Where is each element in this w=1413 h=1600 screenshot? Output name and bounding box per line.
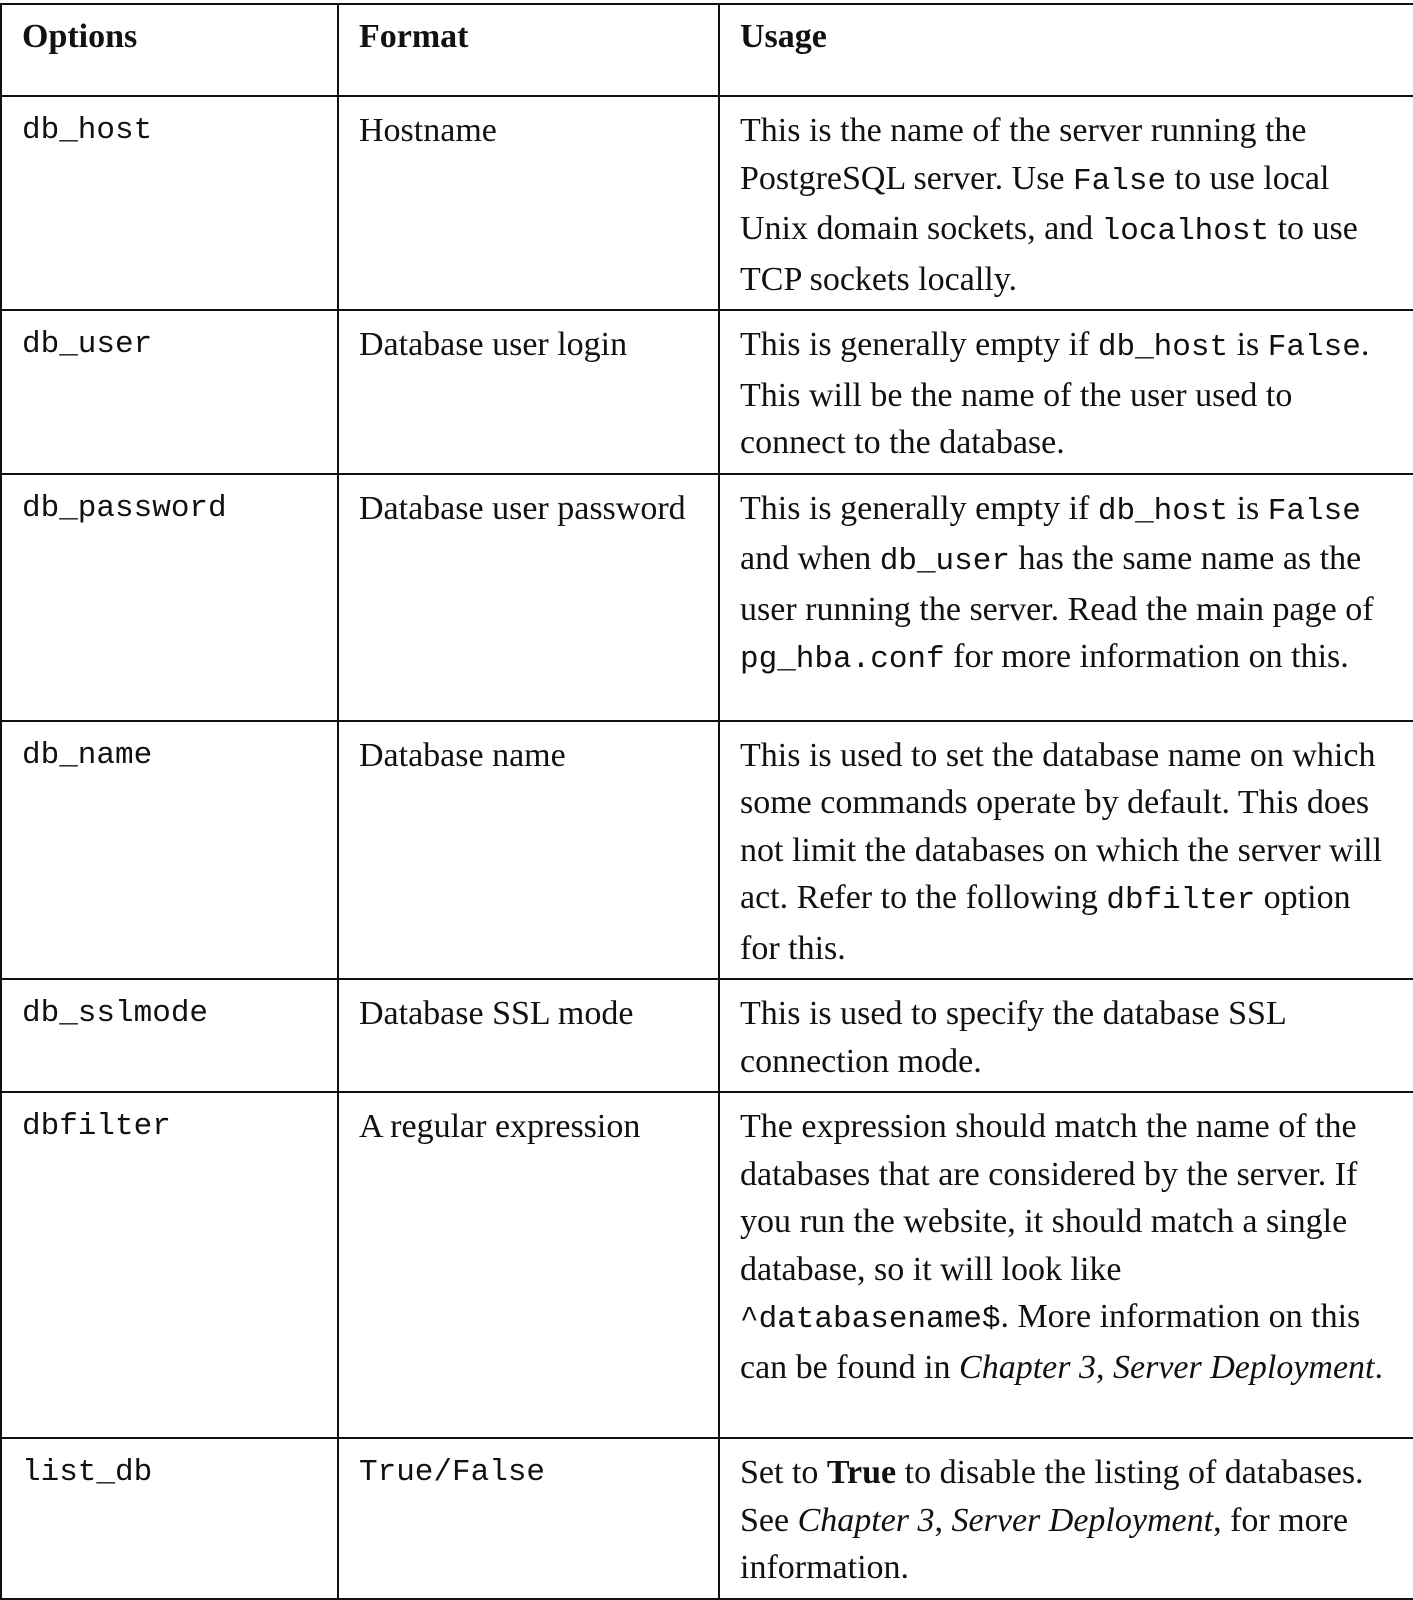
inline-code: db_host [1097,493,1229,529]
usage-cell [719,1092,1413,1438]
table-row [1,96,1413,310]
option-cell: list_db [1,1438,338,1599]
option-cell: db_sslmode [1,979,338,1092]
usage-cell [719,310,1413,474]
usage-text: This is used to specify the database SSL connection mode. [740,995,1286,1080]
usage-cell [719,474,1413,721]
inline-emphasis: Server Deployment [951,1501,1214,1539]
format-cell: Database user password [338,474,719,721]
usage-cell [719,1438,1413,1599]
table-row [1,721,1413,980]
inline-code: localhost [1101,214,1270,249]
format-cell: Database user login [338,310,719,474]
usage-text: This is the name of the server running the PostgreSQL server. Use [740,112,1307,197]
table-header-row [1,4,1413,96]
usage-text: , [934,1501,952,1539]
table-body [1,96,1413,1599]
format-cell: A regular expression [338,1092,719,1438]
inline-emphasis: Chapter 3 [959,1348,1096,1386]
usage-text: . More information on this can be found in [740,1298,1361,1386]
usage-cell [719,721,1413,980]
inline-code: db_user [879,544,1010,579]
usage-text: , for more information. [740,1501,1349,1586]
options-table [0,3,1413,1600]
usage-text: . This will be the name of the user used to connect to the database. [740,326,1370,461]
usage-text: This is generally empty if [740,326,1098,363]
inline-code: dbfilter [1106,883,1256,918]
usage-text: This is used to set the database name on which some commands operate by default. This does not limit the databases on which the server will act. Refer to the following [740,736,1383,916]
table-row [1,979,1413,1092]
inline-code: db_host [1097,330,1229,365]
usage-text: This is generally empty if [740,489,1098,527]
usage-text: option for this. [740,879,1351,967]
inline-emphasis: Server Deployment [1113,1348,1375,1386]
usage-text: is [1228,489,1268,527]
usage-text: . [1374,1348,1384,1386]
usage-text: , [1096,1348,1113,1386]
usage-text: has the same name as the user running the server. Read the main page of [740,540,1374,628]
usage-text: The expression should match the name of the databases that are considered by the server. If you run the website, it should match a single database, so it will look like [740,1108,1358,1288]
format-cell: True/False [338,1438,719,1599]
table-row [1,310,1413,474]
option-cell: db_password [1,474,338,721]
inline-code: ^databasename$ [740,1302,1001,1337]
usage-text: to disable the listing of databases. See [740,1454,1364,1539]
inline-emphasis: Chapter 3 [797,1501,935,1539]
header-usage: Usage [719,4,1413,96]
usage-text: and when [740,540,880,577]
usage-text: to use local Unix domain sockets, and [740,159,1330,247]
inline-code: False [1267,493,1361,529]
table-row [1,1438,1413,1599]
inline-bold: True [826,1454,897,1491]
header-options: Options [1,4,338,96]
inline-code: pg_hba.conf [740,642,945,677]
option-cell: db_name [1,721,338,980]
usage-cell [719,979,1413,1092]
usage-text: Set to [740,1454,827,1491]
table-row [1,474,1413,721]
format-cell: Hostname [338,96,719,310]
usage-cell [719,96,1413,310]
usage-text: for more information on this. [944,638,1349,675]
usage-text: is [1228,326,1268,363]
header-format: Format [338,4,719,96]
option-cell: dbfilter [1,1092,338,1438]
option-cell: db_host [1,96,338,310]
table-row [1,1092,1413,1438]
format-cell: Database name [338,721,719,980]
usage-text: to use TCP sockets locally. [740,210,1358,298]
inline-code: False [1073,163,1167,199]
option-cell: db_user [1,310,338,474]
format-cell: Database SSL mode [338,979,719,1092]
inline-code: False [1267,330,1361,365]
